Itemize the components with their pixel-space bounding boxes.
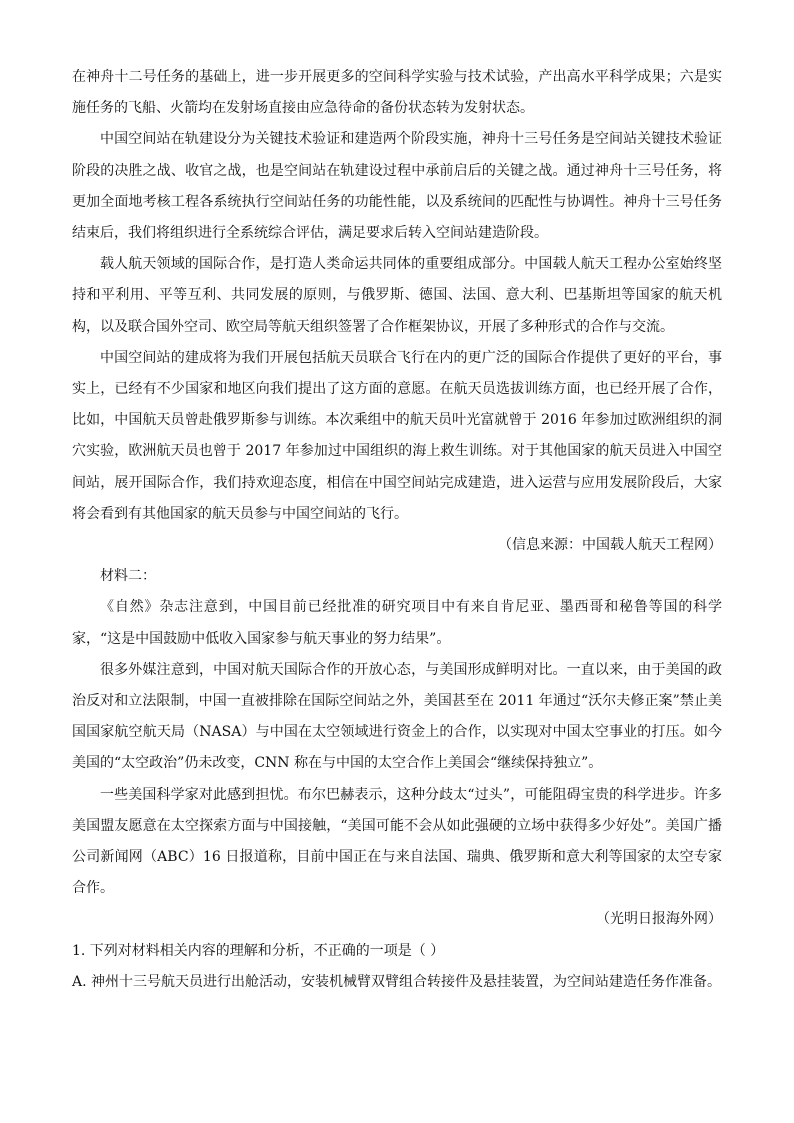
paragraph-international-cooperation: 载人航天领域的国际合作，是打造人类命运共同体的重要组成部分。中国载人航天工程办公室始终坚持和平利用、平等互利、共同发展的原则，与俄罗斯、德国、法国、意大利、巴基斯坦等国家的航天机构，以及联合国外空司、欧空局等航天组织签署了合作框架协议，开展了多种形式的合作与交流。: [72, 256, 722, 335]
question-stem: 1. 下列对材料相关内容的理解和分析，不正确的一项是（ ）: [72, 942, 445, 959]
paragraph-foreign-media: 很多外媒注意到，中国对航天国际合作的开放心态，与美国形成鲜明对比。一直以来，由于美国的政治反对和立法限制，中国一直被排除在国际空间站之外，美国甚至在 2011 年通过“沃尔夫修正案”禁止美国国家航空航天局（NASA）与中国在太空领域进行资金上的合作，以实现对中国太空事业的打压。如今美国的“太空政治”仍未改变，CNN 称在与中国的太空合作上美国会“继续保持独立”。: [72, 661, 722, 772]
question-option-a: A. 神州十三号航天员进行出舱活动，安装机械臂双臂组合转接件及悬挂装置，为空间站建造任务作准备。: [72, 973, 722, 990]
material-two-heading: 材料二：: [100, 568, 156, 585]
paragraph-construction-phases: 中国空间站在轨建设分为关键技术验证和建造两个阶段实施，神舟十三号任务是空间站关键技术验证阶段的决胜之战、收官之战，也是空间站在轨建设过程中承前启后的关键之战。通过神舟十三号任务，将更加全面地考核工程各系统执行空间站任务的功能性能，以及系统间的匹配性与协调性。神舟十三号任务结束后，我们将组织进行全系统综合评估，满足要求后转入空间站建造阶段。: [72, 131, 722, 242]
source-attribution-1: （信息来源：中国载人航天工程网）: [498, 537, 722, 554]
paragraph-nature-journal: 《自然》杂志注意到，中国目前已经批准的研究项目中有来自肯尼亚、墨西哥和秘鲁等国的科学家，“这是中国鼓励中低收入国家参与航天事业的努力结果”。: [72, 599, 722, 647]
document-page: [72, 62, 722, 998]
paragraph-station-platform: 中国空间站的建成将为我们开展包括航天员联合飞行在内的更广泛的国际合作提供了更好的平台，事实上，已经有不少国家和地区向我们提出了这方面的意愿。在航天员选拔训练方面，也已经开展了合作，比如，中国航天员曾赴俄罗斯参与训练。本次乘组中的航天员叶光富就曾于 2016 年参加过欧洲组织的洞穴实验，欧洲航天员也曾于 2017 年参加过中国组织的海上救生训练。对于其他国家的航天员进入中国空间站，展开国际合作，我们持欢迎态度，相信在中国空间站完成建造，进入运营与应用发展阶段后，大家将会看到有其他国家的航天员参与中国空间站的飞行。: [72, 349, 722, 522]
paragraph-us-scientists: 一些美国科学家对此感到担忧。布尔巴赫表示，这种分歧太“过头”，可能阻碍宝贵的科学进步。许多美国盟友愿意在太空探索方面与中国接触，“美国可能不会从如此强硬的立场中获得多少好处”。美国广播公司新闻网（ABC）16 日报道称，目前中国正在与来自法国、瑞典、俄罗斯和意大利等国家的太空专家合作。: [72, 786, 722, 897]
paragraph-continuation: 在神舟十二号任务的基础上，进一步开展更多的空间科学实验与技术试验，产出高水平科学成果；六是实施任务的飞船、火箭均在发射场直接由应急待命的备份状态转为发射状态。: [72, 69, 722, 117]
source-attribution-2: （光明日报海外网）: [596, 911, 722, 928]
